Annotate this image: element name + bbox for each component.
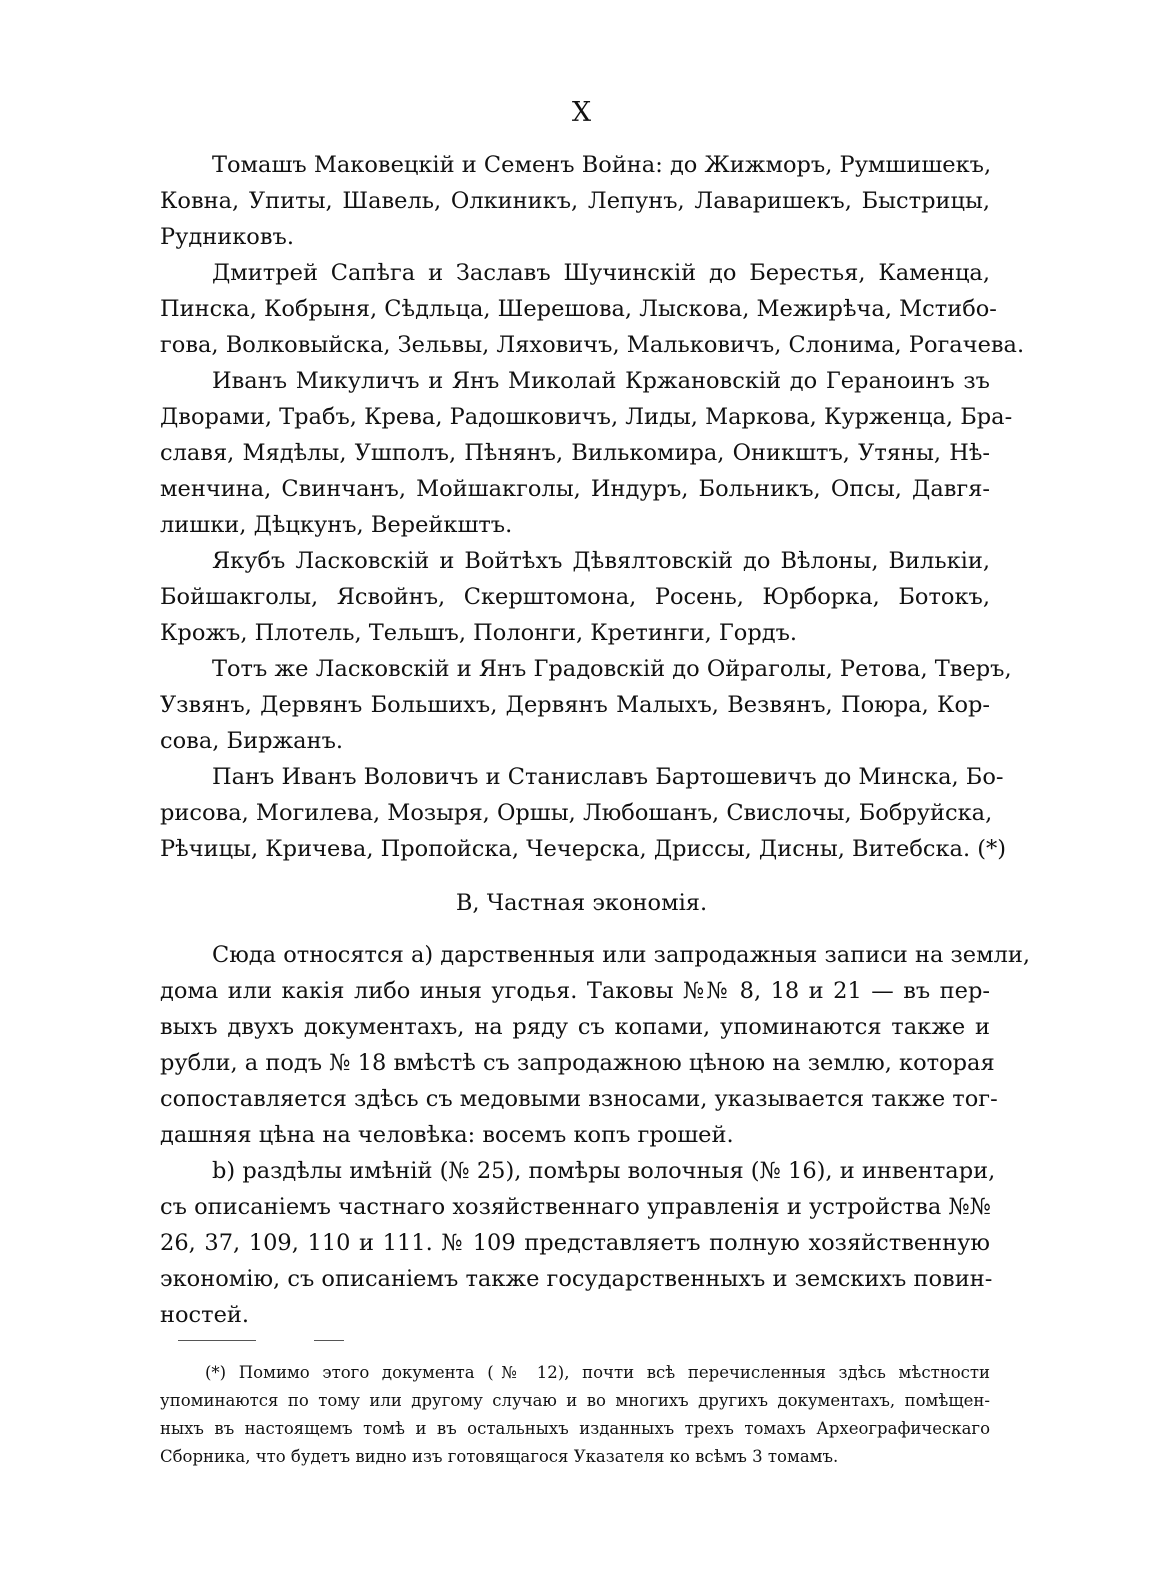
text-line: Дворами, Трабъ, Крева, Радошковичъ, Лиды, Маркова, Курженца, Бра- (160, 404, 1013, 430)
text-line: Пинска, Кобрыня, Сѣдльца, Шерешова, Лыскова, Межирѣча, Мстибо- (160, 296, 997, 322)
text-line: Бойшакголы, Ясвойнъ, Скерштомона, Росень, Юрборка, Ботокъ, (160, 584, 990, 610)
text-line: съ описаніемъ частнаго хозяйственнаго управленія и устройства №№ (160, 1194, 992, 1220)
text-line: рисова, Могилева, Мозыря, Оршы, Любошанъ, Свислочы, Бобруйска, (160, 800, 993, 826)
text-line: b) раздѣлы имѣній (№ 25), помѣры волочныя (№ 16), и инвентари, (212, 1158, 996, 1184)
footnote-rule (314, 1340, 344, 1341)
text-line: рубли, а подъ № 18 вмѣстѣ съ запродажною цѣною на землю, которая (160, 1050, 995, 1076)
footnote-line: ныхъ въ настоящемъ томѣ и въ остальныхъ изданныхъ трехъ томахъ Археографическаго (160, 1419, 990, 1438)
text-line: дашняя цѣна на человѣка: восемъ копъ грошей. (160, 1122, 734, 1148)
footnote-line: Сборника, что будетъ видно изъ готовящагося Указателя ко всѣмъ 3 томамъ. (160, 1447, 839, 1466)
text-line: Рѣчицы, Кричева, Пропойска, Чечерска, Дриссы, Дисны, Витебска. (*) (160, 836, 1007, 862)
footnote-line: упоминаются по тому или другому случаю и во многихъ другихъ документахъ, помѣщен- (160, 1391, 990, 1410)
text-line: Якубъ Ласковскій и Войтѣхъ Дѣвялтовскій до Вѣлоны, Вилькіи, (212, 548, 990, 574)
text-line: сова, Биржанъ. (160, 728, 344, 754)
footnote-rule (178, 1340, 256, 1341)
text-line: 26, 37, 109, 110 и 111. № 109 представляетъ полную хозяйственную (160, 1230, 990, 1256)
text-line: Панъ Иванъ Воловичъ и Станиславъ Бартошевичъ до Минска, Бо- (212, 764, 1004, 790)
text-line: Крожъ, Плотель, Тельшъ, Полонги, Кретинги, Гордъ. (160, 620, 798, 646)
text-line: сопоставляется здѣсь съ медовыми взносами, указывается также тог- (160, 1086, 998, 1112)
text-line: Сюда относятся а) дарственныя или запродажныя записи на земли, (212, 942, 1031, 968)
text-line: Тотъ же Ласковскій и Янъ Градовскій до Ойраголы, Ретова, Тверъ, (212, 656, 1012, 682)
text-line: гова, Волковыйска, Зельвы, Ляховичъ, Мальковичъ, Слонима, Рогачева. (160, 332, 1025, 358)
text-line: Томашъ Маковецкій и Семенъ Война: до Жижморъ, Румшишекъ, (212, 152, 992, 178)
text-line: лишки, Дѣцкунъ, Верейкштъ. (160, 512, 513, 538)
text-line: Рудниковъ. (160, 224, 294, 250)
text-line: Ковна, Упиты, Шавель, Олкиникъ, Лепунъ, Лаваришекъ, Быстрицы, (160, 188, 990, 214)
text-line: выхъ двухъ документахъ, на ряду съ копами, упоминаются также и (160, 1014, 990, 1040)
text-line: менчина, Свинчанъ, Мойшакголы, Индуръ, Больникъ, Опсы, Давгя- (160, 476, 990, 502)
text-line: славя, Мядѣлы, Ушполъ, Пѣнянъ, Вилькомира, Оникштъ, Утяны, Нѣ- (160, 440, 990, 466)
text-line: Иванъ Микуличъ и Янъ Миколай Кржановскій до Гераноинъ зъ (212, 368, 990, 394)
text-line: ностей. (160, 1302, 250, 1328)
text-line: дома или какія либо иныя угодья. Таковы №№ 8, 18 и 21 — въ пер- (160, 978, 990, 1004)
section-heading: B, Частная экономія. (455, 890, 708, 916)
text-line: экономію, съ описаніемъ также государственныхъ и земскихъ повин- (160, 1266, 993, 1292)
text-line: Дмитрей Сапѣга и Заславъ Шучинскій до Берестья, Каменца, (212, 260, 990, 286)
footnote-line: (*) Помимо этого документа (№ 12), почти всѣ перечисленныя здѣсь мѣстности (205, 1363, 990, 1382)
text-line: Узвянъ, Дервянъ Большихъ, Дервянъ Малыхъ, Везвянъ, Поюра, Кор- (160, 692, 990, 718)
page-number: X (571, 97, 592, 128)
